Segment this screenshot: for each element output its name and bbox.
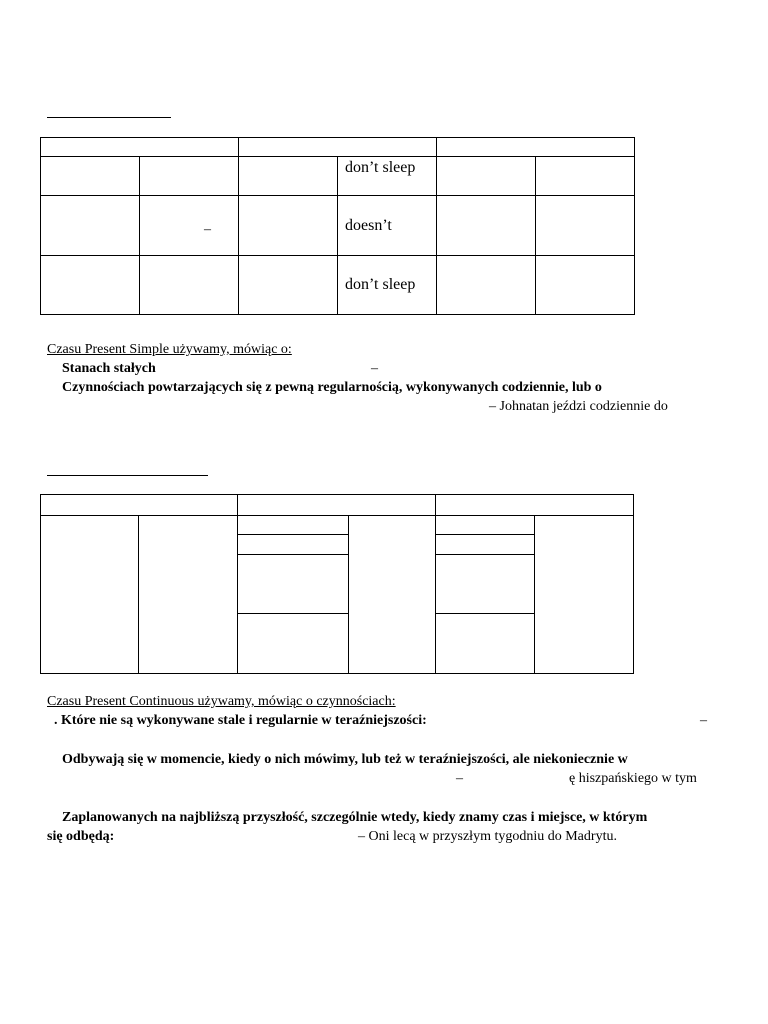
table-row — [41, 196, 635, 256]
negative-form: don’t sleep — [345, 276, 416, 293]
table-cell — [536, 157, 635, 196]
table-header-row — [41, 138, 635, 157]
table-cell — [239, 157, 338, 196]
table-cell — [338, 196, 437, 256]
usage-item-dash: – — [700, 713, 707, 728]
table-cell — [437, 157, 536, 196]
table-cell — [536, 196, 635, 256]
usage-item-label: Zaplanowanych na najbliższą przyszłość, szczególnie wtedy, kiedy znamy czas i miejsce, w którym — [62, 810, 648, 825]
table-cell — [239, 196, 338, 256]
table-cell — [41, 157, 140, 196]
usage-item-label: Czynnościach powtarzających się z pewną regularnością, wykonywanych codziennie, lub o — [62, 380, 602, 395]
table-cell — [41, 256, 140, 315]
usage-item-fragment: ę hiszpańskiego w tym — [569, 771, 697, 786]
section2-heading-line — [47, 475, 208, 476]
present-simple-table — [40, 137, 635, 315]
negative-form: don’t sleep — [345, 159, 416, 176]
table-cell — [239, 256, 338, 315]
negative-form: doesn’t — [345, 216, 392, 234]
table-grid — [40, 494, 634, 674]
usage-item-dash: – — [456, 771, 463, 786]
header-cell-question — [437, 138, 635, 157]
table-cell — [140, 196, 239, 256]
table-row — [41, 157, 635, 196]
table-cell — [536, 256, 635, 315]
present-continuous-usage-title: Czasu Present Continuous używamy, mówiąc o czynnościach: — [47, 694, 396, 709]
usage-item-dash: – — [371, 361, 378, 376]
present-simple-usage-title: Czasu Present Simple używamy, mówiąc o: — [47, 342, 292, 357]
usage-item-example: – Johnatan jeździ codziennie do — [489, 399, 668, 414]
table-cell — [338, 157, 437, 196]
table-row — [41, 256, 635, 315]
dash-mark: – — [204, 222, 211, 237]
header-cell-negative — [239, 138, 437, 157]
table-cell — [140, 157, 239, 196]
present-continuous-table — [40, 494, 634, 674]
usage-item-label: Stanach stałych — [62, 361, 156, 376]
table-cell — [437, 196, 536, 256]
section1-heading-line — [47, 117, 171, 118]
table-cell — [140, 256, 239, 315]
table-cell — [437, 256, 536, 315]
header-cell-affirmative — [41, 138, 239, 157]
usage-item-example: – Oni lecą w przyszłym tygodniu do Madrytu. — [358, 829, 617, 844]
usage-item-label: . Które nie są wykonywane stale i regularnie w teraźniejszości: — [54, 713, 427, 728]
usage-item-label: Odbywają się w momencie, kiedy o nich mówimy, lub też w teraźniejszości, ale niekoniecznie w — [62, 752, 628, 767]
table-cell — [338, 256, 437, 315]
usage-item-label-continued: się odbędą: — [47, 829, 115, 844]
table-cell — [41, 196, 140, 256]
